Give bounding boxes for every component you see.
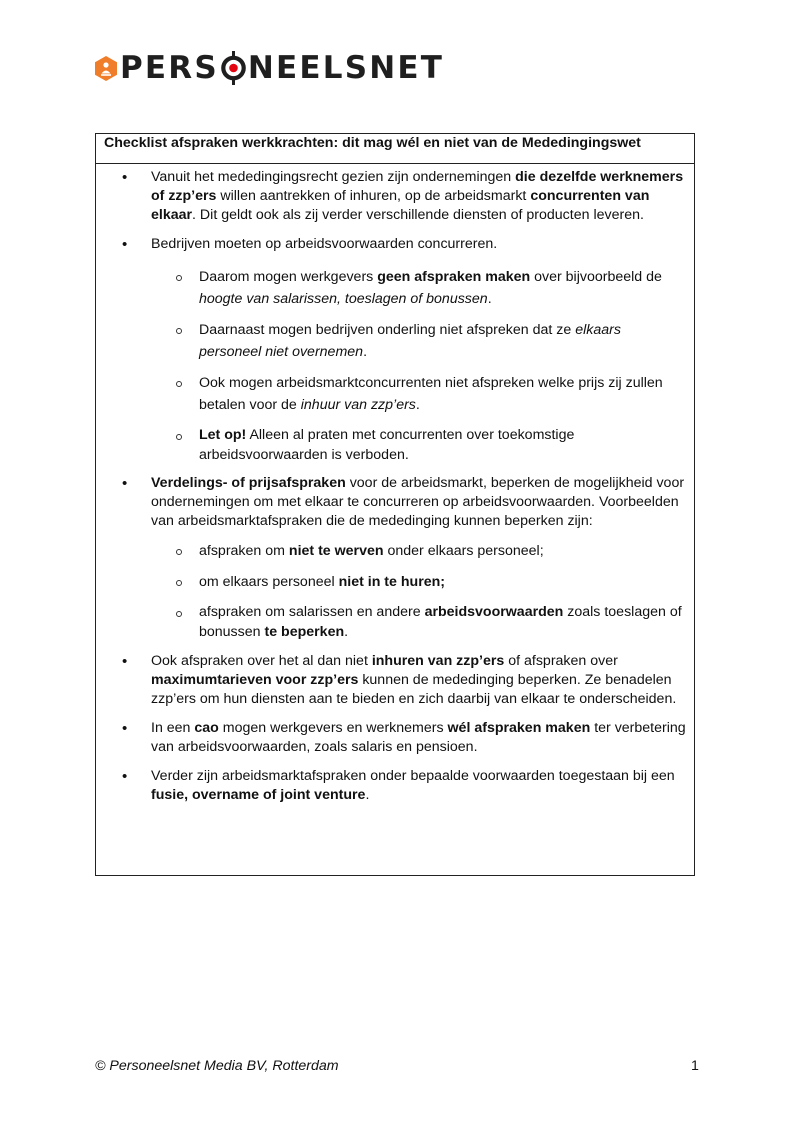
text-run: . [344,624,349,640]
bold-run: inhuren van zzp’ers [371,653,505,669]
list-item [96,474,686,531]
sub-list-item [96,266,686,310]
bullet-icon: • [122,236,128,253]
sub-list-item [96,372,686,416]
circle-bullet-icon [176,549,182,555]
text-run: . [487,291,492,307]
person-on-hexagon-icon [95,56,117,81]
bold-run: geen afspraken maken [377,269,531,285]
bold-run: Let op! [199,427,247,443]
list-item [96,235,686,254]
logo-hexagon [95,56,117,81]
bullet-icon: • [122,720,128,737]
target-o-icon [220,50,247,86]
bold-run: niet te werven [288,543,384,559]
text-run: Daarom mogen werkgevers [199,269,378,285]
sub-list-item [96,425,686,465]
sub-list-item [96,540,686,562]
text-run: ter verbetering van arbeidsvoorwaarden, zoals salaris en pensioen. [151,720,686,755]
text-run: Daarnaast mogen bedrijven onderling niet afspreken dat ze [199,322,576,338]
text-run: . [415,397,420,413]
text-run: voor de arbeidsmarkt, beperken de mogelijkheid voor ondernemingen om met elkaar te concurreren op arbeidsvoorwaarden. Voorbeelden van arbeidsmarktafspraken die de mededinging kunnen beperken zijn: [151,475,685,529]
bullet-icon: • [122,475,128,492]
text-run: willen aantrekken of inhuren, op de arbeidsmarkt [216,188,531,204]
brand-wordmark-part-1: PERS [120,50,219,86]
bold-run: die dezelfde werknemers of zzp’ers [151,169,684,204]
checklist-title: Checklist afspraken werkkrachten: dit mag wél en niet van de Mededingingswet [96,134,694,164]
sub-list-item [96,571,686,593]
bold-run: Verdelings- of prijsafspraken [151,475,346,491]
italic-run: inhuur van zzp’ers [300,397,416,413]
bold-run: te beperken [264,624,345,640]
text-run: Verder zijn arbeidsmarktafspraken onder bepaalde voorwaarden toegestaan bij een [151,768,675,784]
personeelsnet-logo [95,50,444,86]
logo-o-dot [229,64,238,73]
text-run: over bijvoorbeeld de [530,269,662,285]
brand-wordmark [120,50,444,86]
circle-bullet-icon [176,381,182,387]
brand-wordmark-part-2: NEELSNET [247,50,445,86]
bold-run: maximumtarieven voor zzp’ers [151,672,359,688]
text-run: Alleen al praten met concurrenten over toekomstige arbeidsvoorwaarden is verboden. [199,427,575,463]
text-run: . Dit geldt ook als zij verder verschillende diensten of producten leveren. [192,207,644,223]
sub-list-item [96,319,686,363]
circle-bullet-icon [176,328,182,334]
list-item [96,168,686,225]
page-number: 1 [691,1058,699,1074]
logo-person-head [103,62,108,67]
text-run: mogen werkgevers en werknemers [218,720,448,736]
bold-run: arbeidsvoorwaarden [424,604,564,620]
text-run: . [363,344,368,360]
text-run: afspraken om salarissen en andere [199,604,425,620]
text-run: afspraken om [199,543,289,559]
list-item [96,652,686,709]
bold-run: wél afspraken maken [447,720,591,736]
circle-bullet-icon [176,611,182,617]
text-run: om elkaars personeel [199,574,339,590]
italic-run: elkaars personeel niet overnemen [199,322,621,360]
list-item [96,719,686,757]
checklist-list [96,168,694,805]
text-run: kunnen de mededinging beperken. Ze benadelen zzp’ers om hun diensten aan te bieden en zich daarbij van elkaar te onderscheiden. [151,672,677,707]
bold-run: fusie, overname of joint venture [151,787,366,803]
logo-person-base [101,74,111,76]
text-run: In een [151,720,195,736]
sub-list-item [96,602,686,642]
text-run: Bedrijven moeten op arbeidsvoorwaarden concurreren. [151,236,498,252]
bullet-icon: • [122,768,128,785]
text-run: Vanuit het mededingingsrecht gezien zijn ondernemingen [151,169,516,185]
circle-bullet-icon [176,580,182,586]
bullet-icon: • [122,169,128,186]
bullet-icon: • [122,653,128,670]
text-run: Ook mogen arbeidsmarktconcurrenten niet afspreken welke prijs zij zullen betalen voor de [199,375,663,413]
list-item [96,767,686,805]
bold-run: niet in te huren; [338,574,445,590]
checklist-box [95,133,695,876]
text-run: onder elkaars personeel; [383,543,544,559]
bold-run: cao [194,720,219,736]
text-run: of afspraken over [504,653,618,669]
footer-copyright: © Personeelsnet Media BV, Rotterdam [95,1058,339,1074]
italic-run: hoogte van salarissen, toeslagen of bonussen [199,291,488,307]
text-run: zoals toeslagen of bonussen [199,604,682,640]
circle-bullet-icon [176,275,182,281]
circle-bullet-icon [176,434,182,440]
bold-run: concurrenten van elkaar [151,188,650,223]
text-run: Ook afspraken over het al dan niet [151,653,372,669]
text-run: . [365,787,370,803]
